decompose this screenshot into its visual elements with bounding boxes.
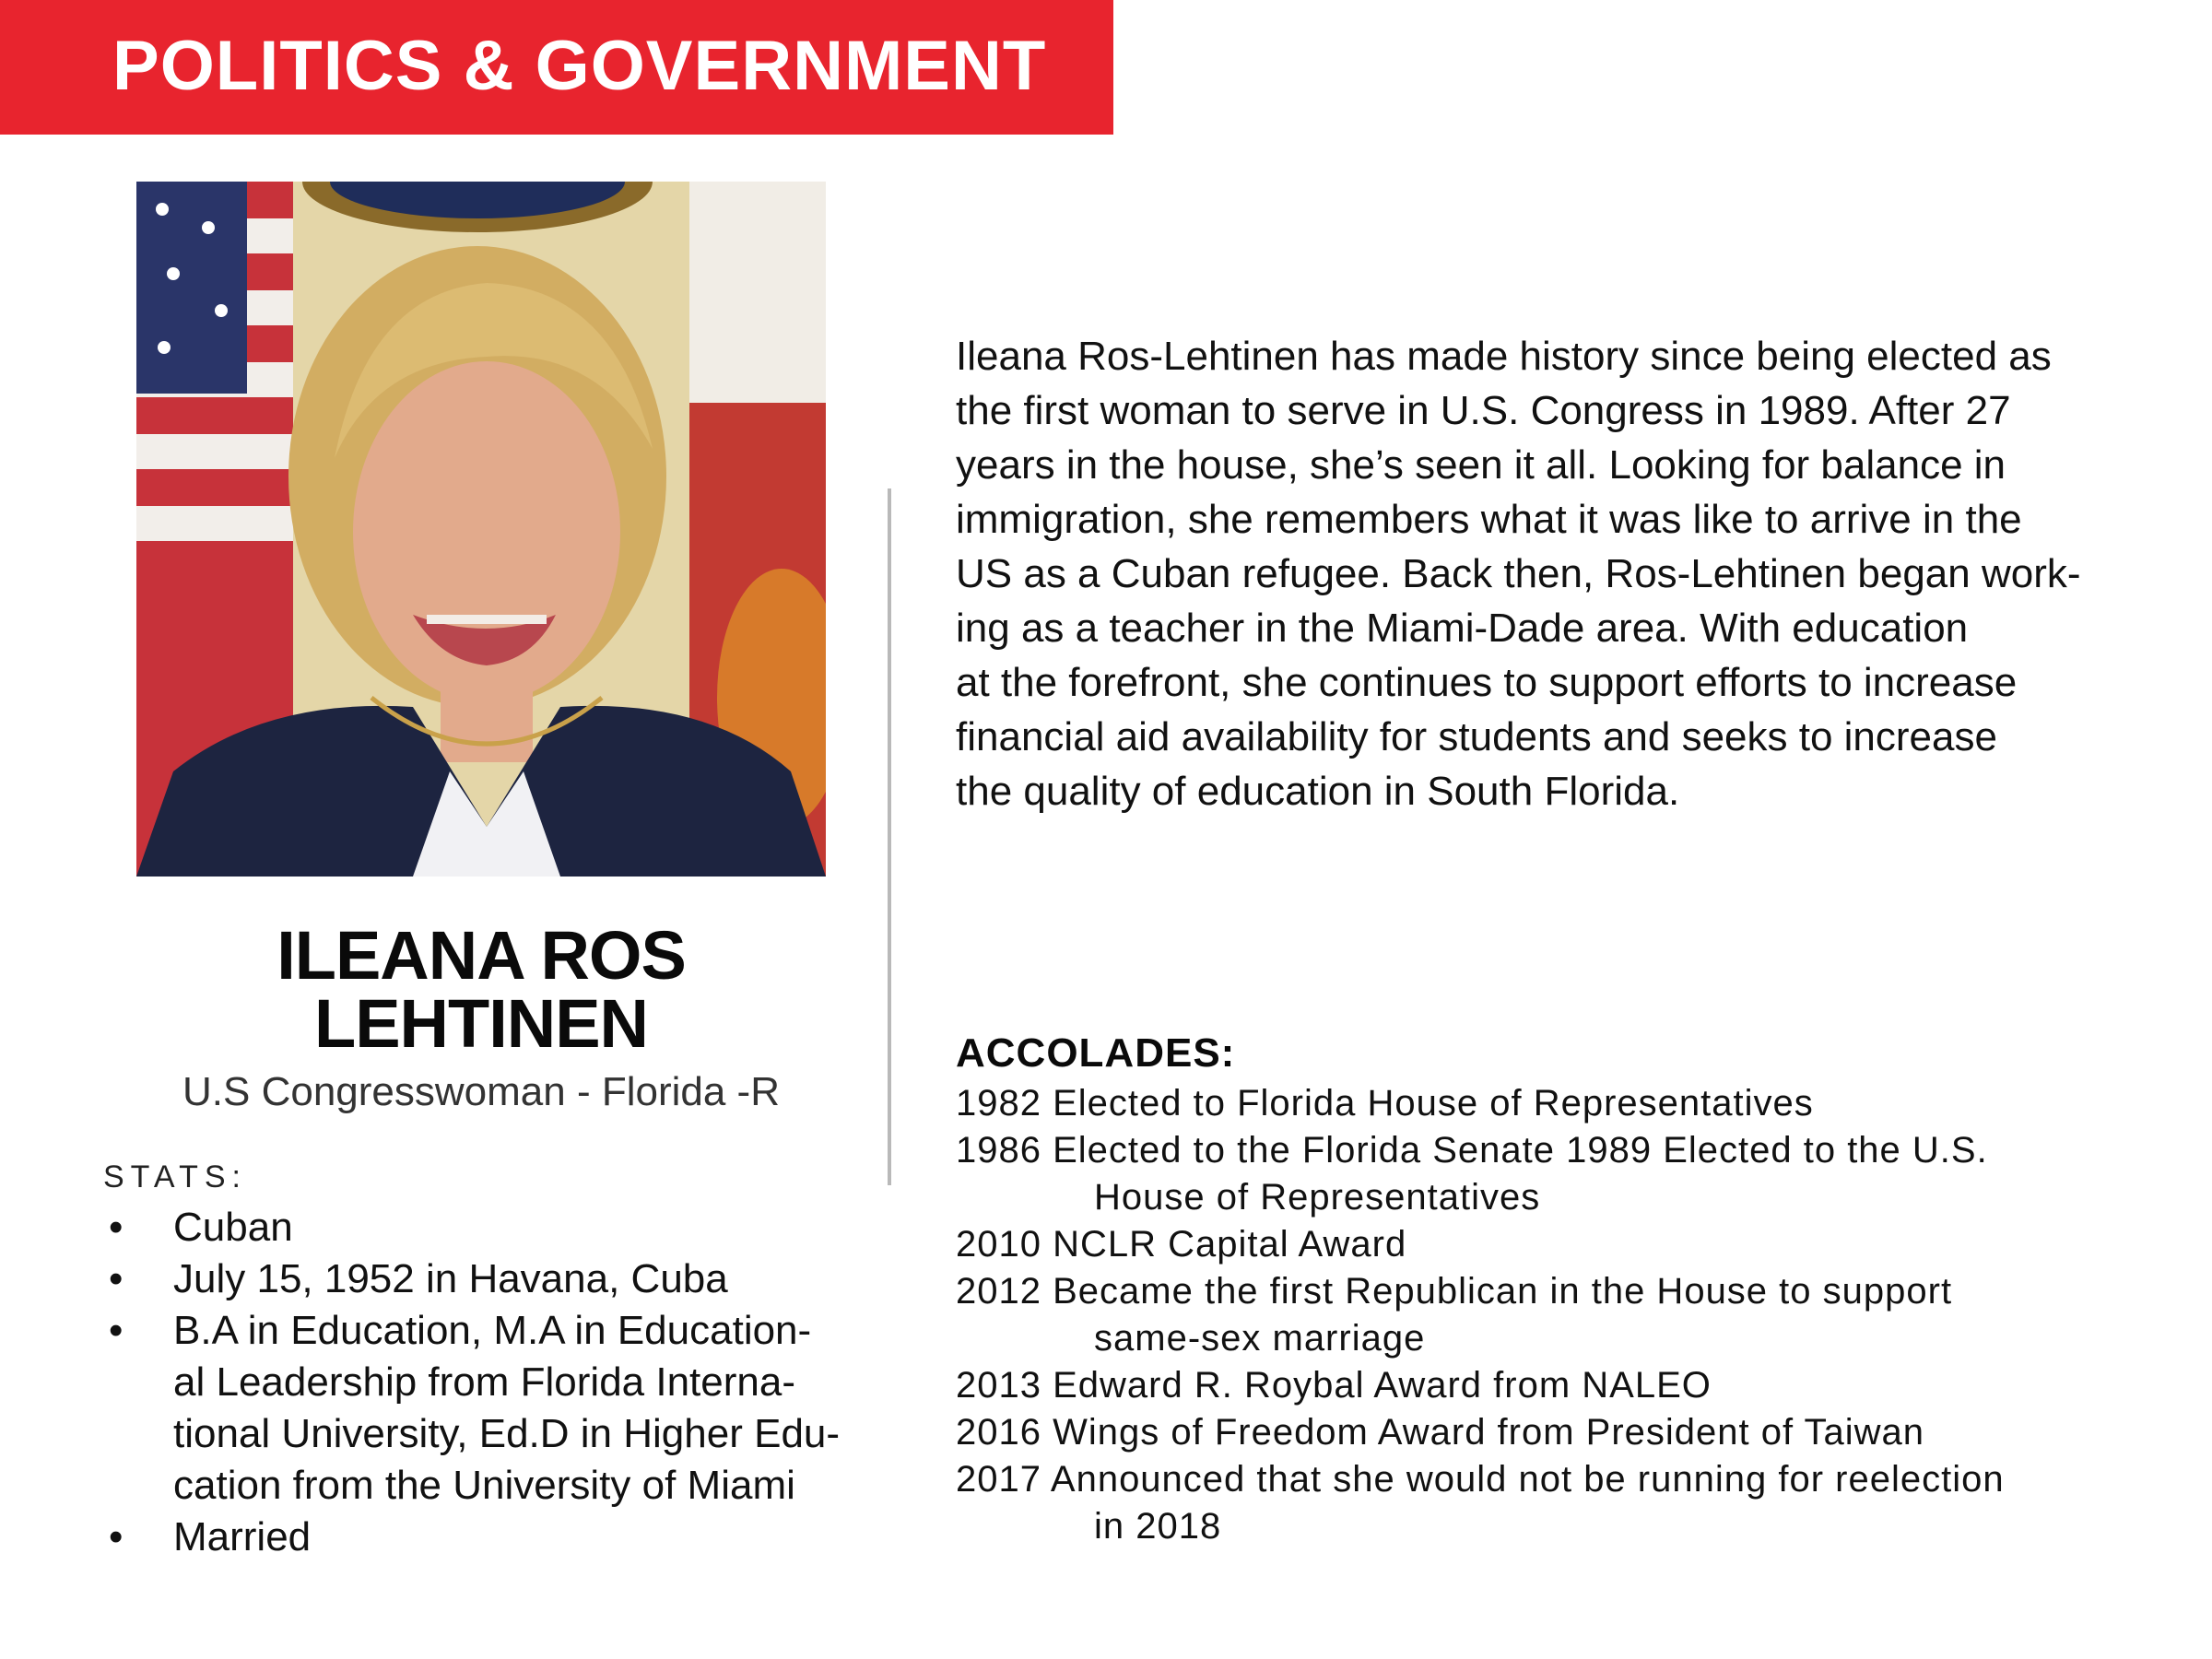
stats-item: [103, 1305, 868, 1512]
accolade-text: 1986 Elected to the Florida Senate 1989 Elected to the U.S.: [956, 1130, 1988, 1171]
bullet-icon: •: [109, 1205, 124, 1250]
bio-line: financial aid availability for students and seeks to increase: [956, 714, 1997, 759]
bullet-icon: •: [109, 1256, 124, 1301]
accolade-continuation: House of Representatives: [1094, 1177, 1541, 1218]
column-divider: [888, 488, 891, 1185]
accolade-text: 1982 Elected to Florida House of Representatives: [956, 1083, 1814, 1124]
accolade-continuation: same-sex marriage: [1094, 1318, 1426, 1359]
accolade-item: [956, 1080, 2154, 1127]
stats-text-line: cation from the University of Miami: [173, 1463, 795, 1508]
bio-line: ing as a teacher in the Miami-Dade area. With education: [956, 606, 1969, 651]
accolade-text: 2013 Edward R. Roybal Award from NALEO: [956, 1365, 1712, 1406]
bio-line: the quality of education in South Florida.: [956, 769, 1680, 814]
stats-item: [103, 1253, 868, 1305]
accolade-item: [956, 1362, 2154, 1409]
bullet-icon: •: [109, 1308, 124, 1353]
bullet-icon: •: [109, 1514, 124, 1559]
accolade-item: [956, 1127, 2154, 1221]
person-name-line2: LEHTINEN: [314, 985, 648, 1062]
accolade-text: 2017 Announced that she would not be running for reelection: [956, 1459, 2005, 1500]
section-title: POLITICS & GOVERNMENT: [112, 27, 1047, 105]
bio-line: the first woman to serve in U.S. Congress in 1989. After 27: [956, 388, 2011, 433]
bio-line: years in the house, she’s seen it all. Looking for balance in: [956, 442, 2006, 488]
person-name: [136, 917, 826, 1062]
stats-item: [103, 1512, 868, 1563]
stats-text-line: tional University, Ed.D in Higher Edu-: [173, 1411, 841, 1456]
stats-text: Married: [173, 1514, 312, 1559]
accolades-list: [956, 1080, 2154, 1550]
stats-list: [103, 1202, 868, 1563]
stats-label: STATS:: [103, 1159, 247, 1194]
biography: [956, 329, 2117, 818]
section-banner: [0, 0, 1113, 135]
accolade-text: 2010 NCLR Capital Award: [956, 1224, 1407, 1265]
accolade-text: 2012 Became the first Republican in the House to support: [956, 1271, 1953, 1312]
accolade-item: [956, 1456, 2154, 1550]
bio-line: Ileana Ros-Lehtinen has made history since being elected as: [956, 334, 2052, 379]
accolade-text: 2016 Wings of Freedom Award from President of Taiwan: [956, 1412, 1925, 1453]
portrait-photo: [136, 182, 826, 877]
stats-text: Cuban: [173, 1205, 293, 1250]
person-name-line1: ILEANA ROS: [276, 917, 686, 994]
accolade-item: [956, 1221, 2154, 1268]
bio-line: at the forefront, she continues to support efforts to increase: [956, 660, 2018, 705]
bio-line: US as a Cuban refugee. Back then, Ros-Lehtinen began work-: [956, 551, 2081, 596]
accolade-item: [956, 1409, 2154, 1456]
accolade-item: [956, 1268, 2154, 1362]
bio-line: immigration, she remembers what it was like to arrive in the: [956, 497, 2022, 542]
person-title: U.S Congresswoman - Florida -R: [182, 1069, 780, 1114]
stats-text-line: al Leadership from Florida Interna-: [173, 1359, 795, 1405]
accolade-continuation: in 2018: [1094, 1506, 1222, 1547]
portrait-illustration: [136, 182, 826, 877]
stats-text: July 15, 1952 in Havana, Cuba: [173, 1256, 728, 1301]
stats-text-line: B.A in Education, M.A in Education-: [173, 1308, 812, 1353]
accolades-heading: ACCOLADES:: [956, 1030, 1236, 1076]
stats-item: [103, 1202, 868, 1253]
